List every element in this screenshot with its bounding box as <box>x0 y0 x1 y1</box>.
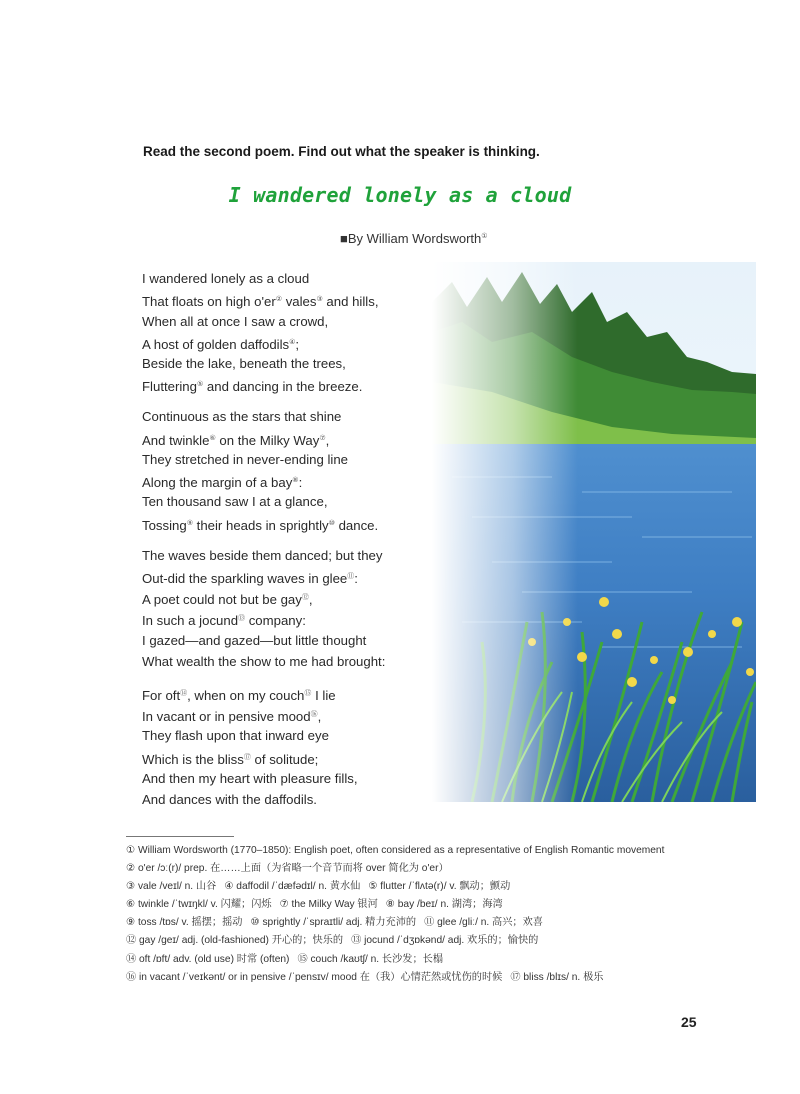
line-text: And then my heart with pleasure fills, <box>142 771 358 787</box>
poem-line <box>142 683 442 704</box>
poem-line <box>142 311 442 332</box>
footnote-mark: ③ <box>316 296 323 304</box>
line-text: Continuous as the stars that shine <box>142 409 342 425</box>
footnote-text: ⑦ the Milky Way 银河 <box>279 899 378 911</box>
footnote-mark: ⑮ <box>304 689 312 697</box>
stanza <box>142 683 442 811</box>
line-text: company: <box>245 613 306 629</box>
line-text: , when on my couch <box>187 687 305 703</box>
poem-line <box>142 747 442 768</box>
footnote-mark: ⑫ <box>301 594 309 602</box>
poem-line <box>142 449 442 470</box>
poem-line <box>142 566 442 587</box>
line-text: , <box>325 432 330 448</box>
line-text: Which is the bliss <box>142 751 244 767</box>
line-text: That floats on high o'er <box>142 294 276 310</box>
line-text: Fluttering <box>142 379 197 395</box>
footnote-mark: ⑦ <box>319 434 326 442</box>
poem-line <box>142 491 442 512</box>
line-text: And twinkle <box>142 432 210 448</box>
line-text: , <box>308 592 313 608</box>
footnote-text: ⑤ flutter /ˈflʌtə(r)/ v. 飘动；颤动 <box>368 881 511 893</box>
poem-line <box>142 406 442 427</box>
line-text: The waves beside them danced; but they <box>142 547 383 563</box>
footnote-mark: ② <box>275 296 283 304</box>
poem-line <box>142 545 442 566</box>
footnote-text: ③ vale /veɪl/ n. 山谷 <box>126 881 217 893</box>
poem-line <box>142 768 442 789</box>
line-text: A host of golden daffodils <box>142 336 290 352</box>
footnote-text: ⑫ gay /ɡeɪ/ adj. (old-fashioned) 开心的；快乐的 <box>126 935 344 947</box>
line-text: Out-did the sparkling waves in glee <box>142 570 348 586</box>
footnote-text: ① William Wordsworth (1770–1850): English poet, often considered as a representative of English Romantic movement <box>126 845 665 856</box>
line-text: and dancing in the breeze. <box>203 379 363 395</box>
line-text: , <box>317 709 322 725</box>
line-text: ; <box>295 336 300 352</box>
byline-author: ■By William Wordsworth <box>340 231 482 246</box>
line-text: They stretched in never-ending line <box>142 451 348 467</box>
footnote-text: ⑪ glee /ɡliː/ n. 高兴；欢喜 <box>424 917 543 929</box>
line-text: I gazed—and gazed—but little thought <box>142 632 367 648</box>
footnote-mark: ⑯ <box>310 711 318 719</box>
line-text: of solitude; <box>250 751 319 767</box>
line-text: their heads in sprightly <box>193 517 329 533</box>
footnote-text: ⑮ couch /kaʊtʃ/ n. 长沙发；长榻 <box>297 953 444 965</box>
poem-line <box>142 725 442 746</box>
poem-line <box>142 651 442 672</box>
footnote-mark: ⑨ <box>186 519 193 527</box>
footnote <box>126 842 726 860</box>
lake-daffodils-photo <box>432 262 756 802</box>
line-text: : <box>354 570 358 586</box>
line-text: dance. <box>334 517 379 533</box>
footnote-mark: ④ <box>289 338 296 346</box>
footnote-mark: ⑰ <box>243 753 251 761</box>
poem-line <box>142 470 442 491</box>
footnote-mark: ⑧ <box>292 477 299 485</box>
footnote-text: ⑧ bay /beɪ/ n. 湖湾；海湾 <box>385 899 503 911</box>
poem-line <box>142 268 442 289</box>
footnote-text: ⑰ bliss /blɪs/ n. 极乐 <box>510 971 604 983</box>
line-text: and hills, <box>322 294 379 310</box>
poem-line <box>142 289 442 310</box>
poem-line <box>142 332 442 353</box>
line-text: : <box>298 475 303 491</box>
footnote <box>126 914 726 932</box>
line-text: I lie <box>311 687 336 703</box>
stanza <box>142 545 442 673</box>
line-text: Beside the lake, beneath the trees, <box>142 356 346 372</box>
footnote <box>126 878 726 896</box>
poem-line <box>142 587 442 608</box>
poem-line <box>142 353 442 374</box>
line-text: In such a jocund <box>142 613 239 629</box>
footnote <box>126 951 726 969</box>
footnotes <box>126 842 726 987</box>
line-text: vales <box>282 294 317 310</box>
poem-line <box>142 513 442 534</box>
footnote-mark: ⑭ <box>180 689 188 697</box>
footnote-mark: ⑩ <box>328 519 335 527</box>
line-text: When all at once I saw a crowd, <box>142 313 329 329</box>
footnote-text: ⑥ twinkle /ˈtwɪŋkl/ v. 闪耀；闪烁 <box>126 899 272 911</box>
poem-title: I wandered lonely as a cloud <box>228 183 572 207</box>
footnote-text: ⑯ in vacant /ˈveɪkənt/ or in pensive /ˈpensɪv/ mood 在（我）心情茫然或忧伤的时候 <box>126 971 503 983</box>
footnote <box>126 969 726 987</box>
poem-line <box>142 789 442 810</box>
footnote-text: ⑩ sprightly /ˈspraɪtli/ adj. 精力充沛的 <box>250 917 417 929</box>
footnote-mark: ⑬ <box>238 615 246 623</box>
line-text: Along the margin of a bay <box>142 475 293 491</box>
footnote-mark: ⑪ <box>347 572 355 580</box>
poem-line <box>142 704 442 725</box>
footnote <box>126 896 726 914</box>
line-text: Ten thousand saw I at a glance, <box>142 494 328 510</box>
stanza <box>142 268 442 396</box>
footnote-text: ⑭ oft /ɒft/ adv. (old use) 时常 (often) <box>126 953 290 965</box>
page-number: 25 <box>681 1014 697 1030</box>
footnote-text: ④ daffodil /ˈdæfədɪl/ n. 黄水仙 <box>224 881 361 893</box>
line-text: on the Milky Way <box>215 432 320 448</box>
footnote-divider <box>126 836 234 837</box>
footnote <box>126 860 726 878</box>
line-text: And dances with the daffodils. <box>142 792 317 808</box>
stanza <box>142 406 442 534</box>
footnote-text: ⑨ toss /tɒs/ v. 摇摆；摇动 <box>126 917 243 929</box>
line-text: Tossing <box>142 517 187 533</box>
poem-body <box>142 268 442 821</box>
poem-line <box>142 428 442 449</box>
poem-line <box>142 630 442 651</box>
line-text: I wandered lonely as a cloud <box>142 271 310 286</box>
line-text: For oft <box>142 687 181 703</box>
line-text: A poet could not but be gay <box>142 592 302 608</box>
line-text: They flash upon that inward eye <box>142 728 329 744</box>
byline <box>340 231 488 246</box>
footnote-mark: ⑤ <box>196 381 204 389</box>
footnote-mark: ⑥ <box>209 434 216 442</box>
footnote <box>126 932 726 950</box>
footnote-text: ② o'er /ɔː(r)/ prep. 在……上面（为省略一个音节而将 over 简化为 o'er） <box>126 863 449 875</box>
poem-line <box>142 374 442 395</box>
line-text: What wealth the show to me had brought: <box>142 654 386 670</box>
poem-line <box>142 608 442 629</box>
line-text: In vacant or in pensive mood <box>142 709 311 725</box>
instruction-text: Read the second poem. Find out what the speaker is thinking. <box>143 144 540 159</box>
footnote-mark: ① <box>481 233 488 240</box>
footnote-text: ⑬ jocund /ˈdʒɒkənd/ adj. 欢乐的；愉快的 <box>351 935 539 947</box>
